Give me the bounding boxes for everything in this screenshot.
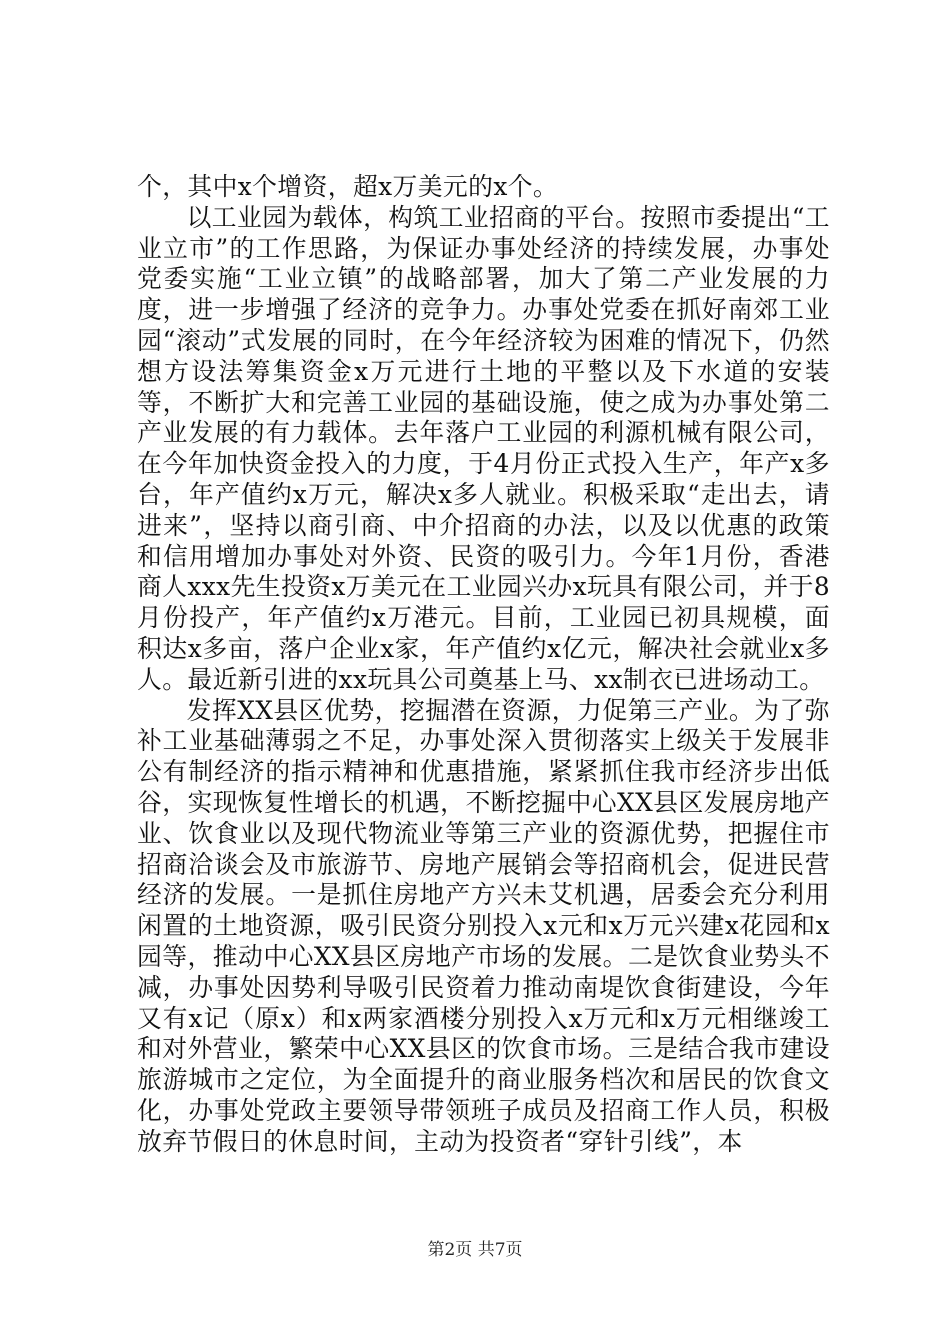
paragraph-tertiary-industry: 发挥XX县区优势，挖掘潜在资源，力促第三产业。为了弥补工业基础薄弱之不足，办事处深入贯彻落实上级关于发展非公有制经济的指示精神和优惠措施，紧紧抓住我市经济步出低谷，实现恢复性增长的机遇，不断挖掘中心XX县区发展房地产业、饮食业以及现代物流业等第三产业的资源优势，把握住市招商洽谈会及市旅游节、房地产展销会等招商机会，促进民营经济的发展。一是抓住房地产方兴未艾机遇，居委会充分利用闲置的土地资源，吸引民资分别投入x元和x万元兴建x花园和x园等，推动中心XX县区房地产市场的发展。二是饮食业势头不减，办事处因势利导吸引民资着力推动南堤饮食街建设，今年又有x记（原x）和x两家酒楼分别投入x万元和x万元相继竣工和对外营业，繁荣中心XX县区的饮食市场。三是结合我市建设旅游城市之定位，为全面提升的商业服务档次和居民的饮食文化，办事处党政主要领导带领班子成员及招商工作人员，积极放弃节假日的休息时间，主动为投资者“穿针引线”，本 xyxy=(137,695,830,1156)
document-text xyxy=(137,172,830,1158)
paragraph-industrial-park: 以工业园为载体，构筑工业招商的平台。按照市委提出“工业立市”的工作思路，为保证办事处经济的持续发展，办事处党委实施“工业立镇”的战略部署，加大了第二产业发展的力度，进一步增强了经济的竞争力。办事处党委在抓好南郊工业园“滚动”式发展的同时，在今年经济较为困难的情况下，仍然想方设法筹集资金x万元进行土地的平整以及下水道的安装等，不断扩大和完善工业园的基础设施，使之成为办事处第二产业发展的有力载体。去年落户工业园的利源机械有限公司，在今年加快资金投入的力度，于4月份正式投入生产，年产x多台，年产值约x万元，解决x多人就业。积极采取“走出去，请进来”，坚持以商引商、中介招商的办法，以及以优惠的政策和信用增加办事处对外资、民资的吸引力。今年1月份，香港商人xxx先生投资x万美元在工业园兴办x玩具有限公司，并于8月份投产，年产值约x万港元。目前，工业园已初具规模，面积达x多亩，落户企业x家，年产值约x亿元，解决社会就业x多人。最近新引进的xx玩具公司奠基上马、xx制衣已进场动工。 xyxy=(137,202,830,694)
document-body xyxy=(137,172,830,1158)
paragraph-continuation: 个，其中x个增资，超x万美元的x个。 xyxy=(137,172,559,201)
page-number: 第2页 共7页 xyxy=(427,1240,523,1260)
page-footer xyxy=(0,1240,950,1260)
